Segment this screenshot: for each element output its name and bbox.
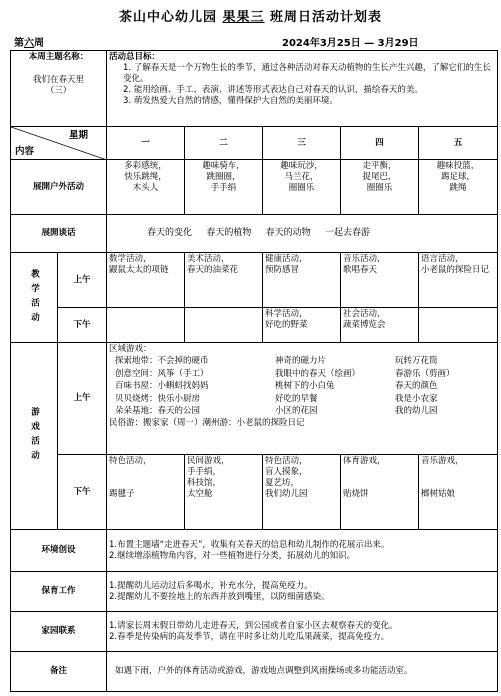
talk-label: 展開谈话: [11, 215, 107, 253]
week-suffix: 周: [34, 38, 44, 49]
environment-item: 1.布置主题墙“走进春天”，收集有关春天的信息和幼儿制作的花展示出来。: [109, 539, 390, 550]
games-pm-cell: 特色活动， 踢毽子: [107, 455, 185, 530]
outdoor-cell: 走平衡， 捉尾巴， 圈圈乐: [341, 160, 419, 215]
care-label: 保育工作: [11, 572, 107, 612]
talk-item: 一起去春游: [325, 228, 371, 238]
goal-item: 2. 能用绘画、手工、表演、讲述等形式表达自己对春天的认识，描绘春天的美。: [123, 85, 423, 95]
day-fri: 五: [419, 127, 498, 160]
area-item: 我的幼儿园: [395, 406, 438, 416]
theme-cell: [11, 51, 107, 127]
area-item: 春游乐（剪画）: [395, 368, 455, 379]
family-cell: [107, 612, 498, 652]
teaching-am-row: [11, 253, 498, 308]
area-item: 桃树下的小白兔: [275, 381, 335, 391]
week-number: 六: [24, 38, 34, 49]
area-row: [115, 355, 495, 368]
area-item: 玩转万花筒: [395, 356, 438, 366]
area-row: [115, 368, 495, 381]
goals-label: 活动总目标：: [109, 52, 161, 62]
outdoor-cell: 趣味投篮， 踢足球， 跳绳: [419, 160, 498, 215]
week-prefix: 第: [14, 38, 24, 49]
family-row: [11, 612, 498, 652]
environment-label: 环境创设: [11, 530, 107, 572]
area-item: 贝贝烧烤：快乐小厨房: [115, 393, 201, 404]
care-item: 1.提醒幼儿运动过后多喝水，补充水分，提高免疫力。: [109, 580, 313, 591]
header-star: 星期: [69, 130, 89, 141]
area-item: 我眼中的春天（绘画）: [275, 368, 361, 379]
teaching-label-cell: [11, 253, 58, 343]
goal-item: 1. 了解春天是一个万物生长的季节，通过各种活动对春天动植物的生长产生兴趣，了解它们的生长变化。: [123, 63, 491, 84]
games-pm-cell: 特色活动， 盲人摸象， 夏艺坊， 我们幼儿园: [263, 455, 341, 530]
teaching-am-cell: 音乐活动， 歌唱春天: [341, 253, 419, 308]
talk-item: 春天的植物: [206, 228, 252, 238]
family-item: 2.春季是传染病的高发季节，请在平时多让幼儿吃瓜果蔬菜，提高免疫力。: [109, 631, 390, 642]
folk-games: 民俗游：搬家家（周一）潮州游：小老鼠的探险日记: [109, 417, 305, 428]
games-am-label: 上午: [58, 343, 107, 455]
date-range: 2024年3月25日 — 3月29日: [282, 38, 419, 49]
area-item: 百味书屋：小蝌蚪找妈妈: [115, 381, 209, 391]
teaching-am-label: 上午: [58, 253, 107, 308]
teaching-am-cell: 语言活动， 小老鼠的探险日记: [419, 253, 498, 308]
area-item: 探索地带：不会掉的硬币: [115, 356, 209, 366]
talk-item: 春天的变化: [147, 228, 193, 238]
teaching-am-cell: 数学活动， 鼹鼠太太的项链: [107, 253, 185, 308]
plan-table: [10, 50, 498, 692]
area-item: 好吃的早餐: [275, 393, 318, 404]
theme-name: 我们在春天里: [33, 75, 85, 85]
week-label: [14, 34, 44, 49]
goal-item: 3. 萌发热爱大自然的情感，懂得保护大自然的美丽环境。: [123, 96, 338, 106]
teaching-am-cell: 健康活动， 预防感冒: [263, 253, 341, 308]
talk-row: [11, 215, 498, 253]
page-title: [0, 6, 501, 25]
games-pm-label: 下午: [58, 455, 107, 530]
day-wed: 三: [263, 127, 341, 160]
family-label: 家园联系: [11, 612, 107, 652]
outdoor-cell: 多彩感统， 快乐跳绳， 木头人: [107, 160, 185, 215]
environment-row: [11, 530, 498, 572]
notes-label: 备注: [11, 652, 107, 692]
diagonal-header-cell: [11, 127, 107, 160]
talk-topics: [107, 215, 498, 253]
games-label-cell: [11, 343, 58, 530]
environment-item: 2.继续增添植物角内容，对一些植物进行分类，拓展幼儿的知识。: [109, 550, 356, 561]
environment-cell: [107, 530, 498, 572]
area-row: [115, 393, 495, 406]
teaching-pm-cell: 社会活动， 蔬菜博览会: [341, 308, 419, 343]
area-row: [115, 405, 495, 418]
day-header-row: [11, 127, 498, 160]
header-content: 内容: [15, 146, 35, 157]
family-item: 1.请家长周末假日带幼儿走进春天，到公园或者自家小区去观察春天的变化。: [109, 620, 398, 631]
games-pm-cell: 民间游戏， 手手绢， 科技馆， 太空舱: [185, 455, 263, 530]
theme-label: 本周主题名称：: [28, 52, 89, 62]
care-item: 2.提醒幼儿不要捡地上的东西并放到嘴里，以防细菌感染。: [109, 591, 330, 602]
games-pm-cell: 音乐游戏， 榔树姑娘: [419, 455, 498, 530]
notes-text: 如遇下雨，户外的体育活动或游戏，游戏地点调整到风雨操场或多功能活动室。: [107, 652, 498, 692]
title-prefix: 茶山中心幼儿园: [118, 10, 217, 25]
teaching-pm-label: 下午: [58, 308, 107, 343]
teaching-pm-row: [11, 308, 498, 343]
day-tue: 二: [185, 127, 263, 160]
talk-item: 春天的动物: [265, 228, 311, 238]
care-cell: [107, 572, 498, 612]
teaching-pm-cell: [419, 308, 498, 343]
title-suffix: 班周日活动计划表: [270, 10, 383, 25]
area-item: 创意空间：风筝（手工）: [115, 368, 209, 379]
area-item: 神奇的磁力片: [275, 356, 327, 366]
outdoor-cell: 趣味玩沙， 马兰花， 圈圈乐: [263, 160, 341, 215]
area-item: 朵朵基地：春天的公园: [115, 406, 201, 416]
teaching-label: 教学活动: [29, 268, 40, 327]
goals-cell: [107, 51, 498, 127]
area-item: 春天的颜色: [395, 381, 438, 391]
notes-row: [11, 652, 498, 692]
area-item: 小区的花园: [275, 406, 318, 416]
teaching-pm-cell: 科学活动， 好吃的野菜: [263, 308, 341, 343]
teaching-pm-cell: [185, 308, 263, 343]
area-item: 我是小农家: [395, 393, 438, 404]
area-games-list: [109, 355, 495, 418]
area-games-cell: [107, 343, 498, 455]
teaching-am-cell: 美术活动， 春天的油菜花: [185, 253, 263, 308]
theme-part: （三）: [45, 86, 72, 96]
outdoor-label: 展開户外活动: [11, 160, 107, 215]
games-pm-cell: 体育游戏， 贴烧饼: [341, 455, 419, 530]
day-mon: 一: [107, 127, 185, 160]
area-row: [115, 380, 495, 393]
teaching-pm-cell: [107, 308, 185, 343]
outdoor-row: [11, 160, 498, 215]
games-pm-row: [11, 455, 498, 530]
day-thu: 四: [341, 127, 419, 160]
title-class-name: 果果三: [222, 10, 265, 25]
games-label: 游戏活动: [29, 407, 40, 465]
area-games-title: 区域游戏：: [109, 344, 152, 354]
games-am-row: [11, 343, 498, 455]
theme-row: [11, 51, 498, 127]
outdoor-cell: 趣味骑车， 跳圈圈， 手手绢: [185, 160, 263, 215]
care-row: [11, 572, 498, 612]
